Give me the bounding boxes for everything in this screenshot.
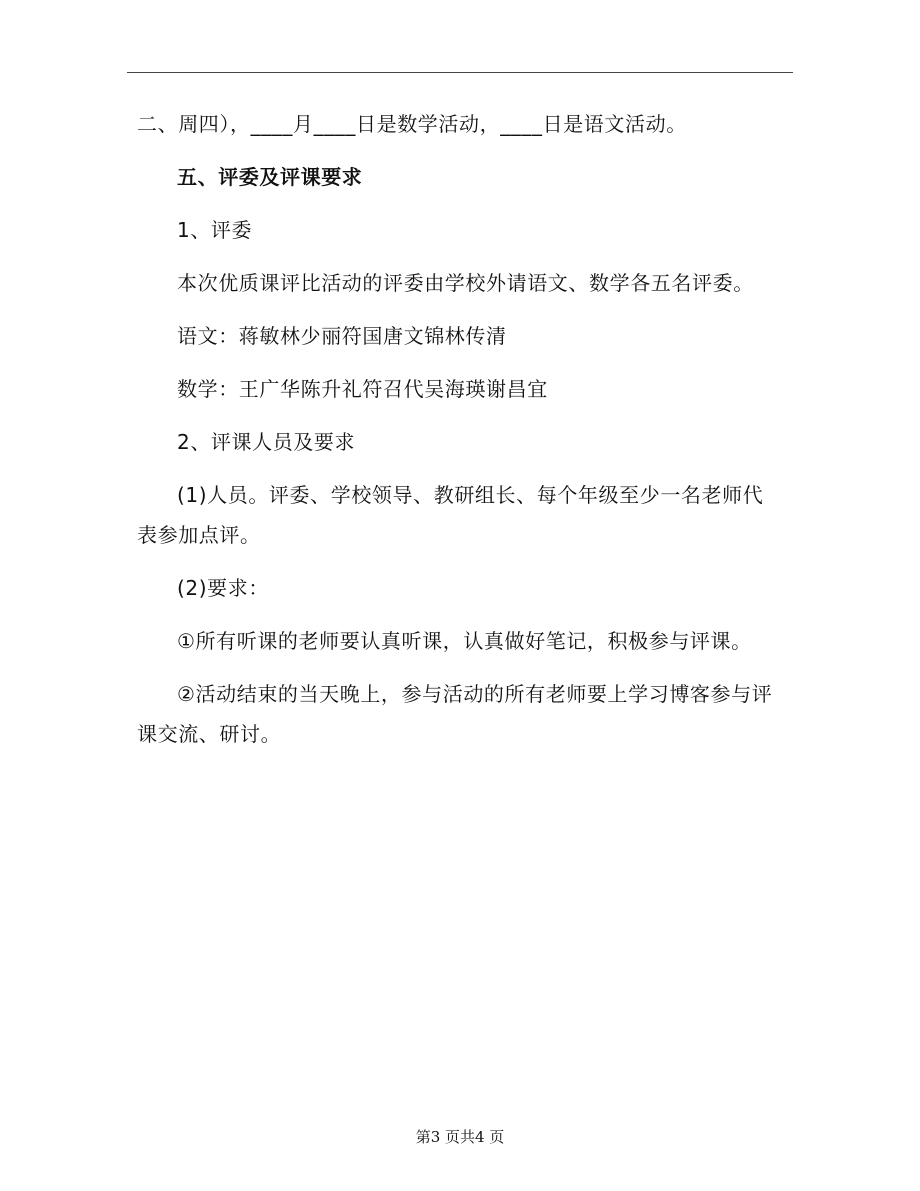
subheading-judges: 1、评委 xyxy=(177,218,253,242)
text-line-requirements-label: (2)要求： xyxy=(177,576,269,600)
header-rule xyxy=(127,72,793,73)
text-line-personnel-cont: 表参加点评。 xyxy=(137,523,261,547)
text-line-schedule: 二、周四），____月____日是数学活动，____日是语文活动。 xyxy=(137,112,687,136)
text-line-judges-intro: 本次优质课评比活动的评委由学校外请语文、数学各五名评委。 xyxy=(177,271,754,295)
text-line-math-judges: 数学：王广华陈升礼符召代吴海瑛谢昌宜 xyxy=(177,377,548,401)
section-heading-judges-requirements: 五、评委及评课要求 xyxy=(177,165,363,189)
text-line-requirement-2: ②活动结束的当天晚上，参与活动的所有老师要上学习博客参与评 xyxy=(177,682,773,706)
text-line-chinese-judges: 语文：蒋敏林少丽符国唐文锦林传清 xyxy=(177,324,507,348)
page-number: 第3 页共4 页 xyxy=(415,1128,505,1146)
text-line-requirement-2-cont: 课交流、研讨。 xyxy=(137,722,282,746)
text-line-personnel: (1)人员。评委、学校领导、教研组长、每个年级至少一名老师代 xyxy=(177,483,764,507)
subheading-evaluators: 2、评课人员及要求 xyxy=(177,430,356,454)
text-line-requirement-1: ①所有听课的老师要认真听课，认真做好笔记，积极参与评课。 xyxy=(177,629,752,653)
